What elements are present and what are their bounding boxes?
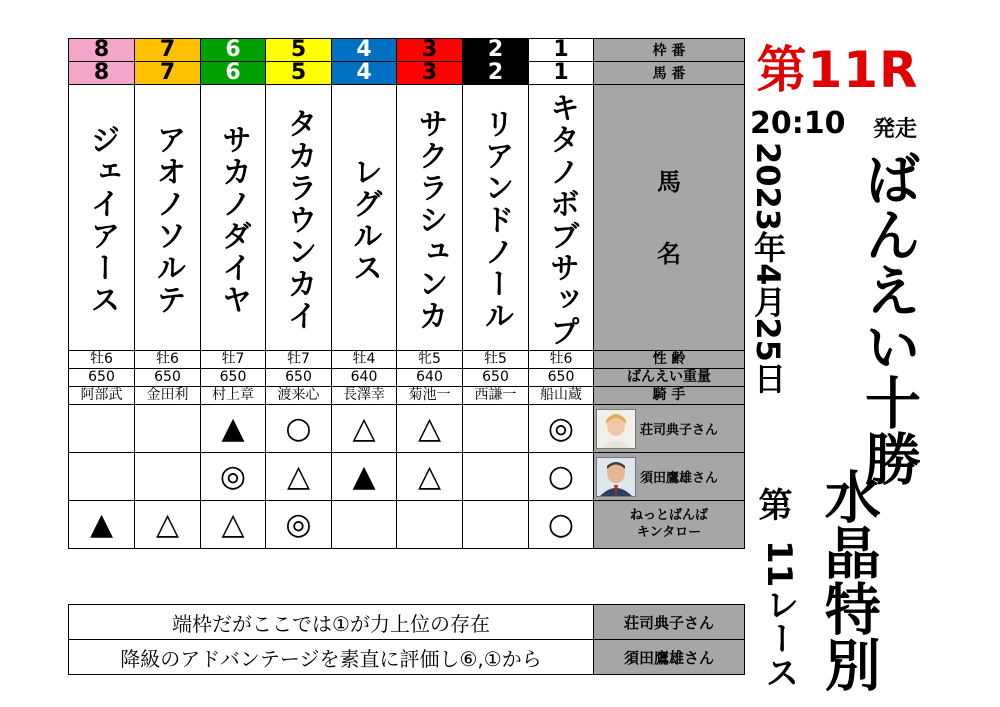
race-card-table <box>68 38 745 549</box>
forecast-row <box>69 405 745 453</box>
mark-symbol: ◎ <box>547 410 575 446</box>
prediction-mark <box>266 501 332 549</box>
horse-name: レグルス <box>347 155 382 284</box>
horse-name: サクラシュンカ <box>412 107 448 332</box>
horse-age: 牡6 <box>69 351 135 369</box>
horse-weight: 650 <box>135 369 201 387</box>
jockey-name: 阿部武 <box>69 387 135 405</box>
prediction-mark <box>463 405 529 453</box>
mark-symbol: ○ <box>547 458 575 494</box>
mark-symbol: ○ <box>285 410 312 446</box>
prediction-mark <box>266 453 332 501</box>
prediction-mark <box>266 405 332 453</box>
waku-number: 1 <box>529 39 594 62</box>
waku-number: 5 <box>266 39 332 62</box>
waku-number: 2 <box>463 39 529 62</box>
comment-row <box>69 640 745 675</box>
jockey-name: 村上章 <box>201 387 266 405</box>
jockey-name: 菊池一 <box>397 387 463 405</box>
race-number: 第11R <box>756 41 919 99</box>
prediction-mark <box>135 405 201 453</box>
waku-row <box>69 39 745 62</box>
forecaster-photo <box>596 457 636 497</box>
mark-symbol: ▲ <box>221 410 245 446</box>
horse-weight: 640 <box>397 369 463 387</box>
race-date: 2023年4月25日 <box>749 142 787 394</box>
horse-number: 2 <box>463 62 529 85</box>
waku-number: 4 <box>332 39 397 62</box>
horse-weight: 650 <box>529 369 594 387</box>
horse-number: 8 <box>69 62 135 85</box>
horse-name-cell <box>201 85 266 351</box>
uma-row <box>69 62 745 85</box>
horse-name: キタノボブサップ <box>544 91 579 348</box>
horse-number: 5 <box>266 62 332 85</box>
mark-symbol: ◎ <box>219 458 247 494</box>
prediction-mark <box>332 501 397 549</box>
mark-symbol: ▲ <box>352 458 376 494</box>
forecaster-name: 須田鷹雄さん <box>640 471 719 486</box>
track-name: ばんえい十勝 <box>856 150 921 486</box>
horse-weight: 650 <box>463 369 529 387</box>
comment-table <box>68 604 745 675</box>
prediction-mark <box>201 453 266 501</box>
start-label: 発走 <box>873 117 918 142</box>
uma-header: 馬 番 <box>594 62 745 85</box>
weight-row <box>69 369 745 387</box>
waku-number: 3 <box>397 39 463 62</box>
forecast-row <box>69 501 745 549</box>
weight-header: ばんえい重量 <box>594 369 745 387</box>
forecaster-name: ねっとばんば キンタロー <box>629 507 708 540</box>
prediction-mark <box>69 453 135 501</box>
prediction-mark <box>201 405 266 453</box>
waku-number: 6 <box>201 39 266 62</box>
horse-age: 牝5 <box>397 351 463 369</box>
prediction-mark <box>529 405 594 453</box>
horse-weight: 640 <box>332 369 397 387</box>
prediction-mark <box>201 501 266 549</box>
forecaster-cell <box>594 501 745 549</box>
forecaster-cell <box>594 405 745 453</box>
prediction-mark <box>463 501 529 549</box>
mark-symbol: △ <box>417 410 442 446</box>
horse-name: アオノソルテ <box>150 123 186 316</box>
horse-weight: 650 <box>69 369 135 387</box>
mark-symbol: ▲ <box>89 506 114 542</box>
race-name: 水晶特別 <box>815 468 881 692</box>
horse-name-cell <box>332 85 397 351</box>
comment-author: 荘司典子さん <box>594 605 745 640</box>
jockey-header: 騎 手 <box>594 387 745 405</box>
horse-age: 牡5 <box>463 351 529 369</box>
jockey-name: 長澤幸 <box>332 387 397 405</box>
prediction-mark <box>463 453 529 501</box>
horse-name-cell <box>69 85 135 351</box>
jockey-name: 船山蔵 <box>529 387 594 405</box>
horse-number: 4 <box>332 62 397 85</box>
horse-age: 牡7 <box>266 351 332 369</box>
horse-weight: 650 <box>201 369 266 387</box>
forecaster-cell <box>594 453 745 501</box>
horse-name: リアンドノール <box>478 107 514 332</box>
waku-number: 7 <box>135 39 201 62</box>
age-row <box>69 351 745 369</box>
prediction-mark <box>397 501 463 549</box>
horse-name-cell <box>463 85 529 351</box>
horse-number: 3 <box>397 62 463 85</box>
jockey-row <box>69 387 745 405</box>
prediction-mark <box>397 453 463 501</box>
horse-weight: 650 <box>266 369 332 387</box>
prediction-mark <box>397 405 463 453</box>
prediction-mark <box>69 501 135 549</box>
horse-age: 牡7 <box>201 351 266 369</box>
prediction-mark <box>332 453 397 501</box>
horse-name: サカノダイヤ <box>216 123 251 316</box>
horse-name: ジェイアース <box>84 123 120 316</box>
age-header: 性 齢 <box>594 351 745 369</box>
comment-text: 端枠だがここでは①が力上位の存在 <box>69 605 594 640</box>
horse-age: 牡6 <box>135 351 201 369</box>
waku-header: 枠 番 <box>594 39 745 62</box>
prediction-mark <box>332 405 397 453</box>
horse-name-cell <box>529 85 594 351</box>
waku-number: 8 <box>69 39 135 62</box>
prediction-mark <box>529 501 594 549</box>
prediction-mark <box>135 501 201 549</box>
mark-symbol: △ <box>286 458 311 494</box>
jockey-name: 金田利 <box>135 387 201 405</box>
comment-row <box>69 605 745 640</box>
prediction-mark <box>69 405 135 453</box>
prediction-mark <box>529 453 594 501</box>
race-label: 11レース <box>759 540 799 690</box>
comment-author: 須田鷹雄さん <box>594 640 745 675</box>
start-time: 20:10 <box>750 106 846 141</box>
horse-number: 6 <box>201 62 266 85</box>
forecast-row <box>69 453 745 501</box>
forecaster-photo <box>596 409 636 449</box>
name-header: 馬 名 <box>594 85 745 351</box>
horse-number: 7 <box>135 62 201 85</box>
horse-name-cell <box>397 85 463 351</box>
prediction-mark <box>135 453 201 501</box>
horse-age: 牡6 <box>529 351 594 369</box>
race-label-prefix: 第 <box>752 487 792 521</box>
mark-symbol: ○ <box>547 506 575 542</box>
mark-symbol: △ <box>352 410 376 446</box>
mark-symbol: △ <box>221 506 245 542</box>
mark-symbol: △ <box>155 506 180 542</box>
horse-name-cell <box>135 85 201 351</box>
horse-name: タカラウンカイ <box>281 107 317 332</box>
name-row <box>69 85 745 351</box>
horse-age: 牡4 <box>332 351 397 369</box>
horse-number: 1 <box>529 62 594 85</box>
horse-name-cell <box>266 85 332 351</box>
mark-symbol: △ <box>417 458 442 494</box>
mark-symbol: ◎ <box>285 506 312 542</box>
comment-text: 降級のアドバンテージを素直に評価し⑥,①から <box>69 640 594 675</box>
jockey-name: 西謙一 <box>463 387 529 405</box>
jockey-name: 渡来心 <box>266 387 332 405</box>
forecaster-name: 荘司典子さん <box>640 423 719 438</box>
